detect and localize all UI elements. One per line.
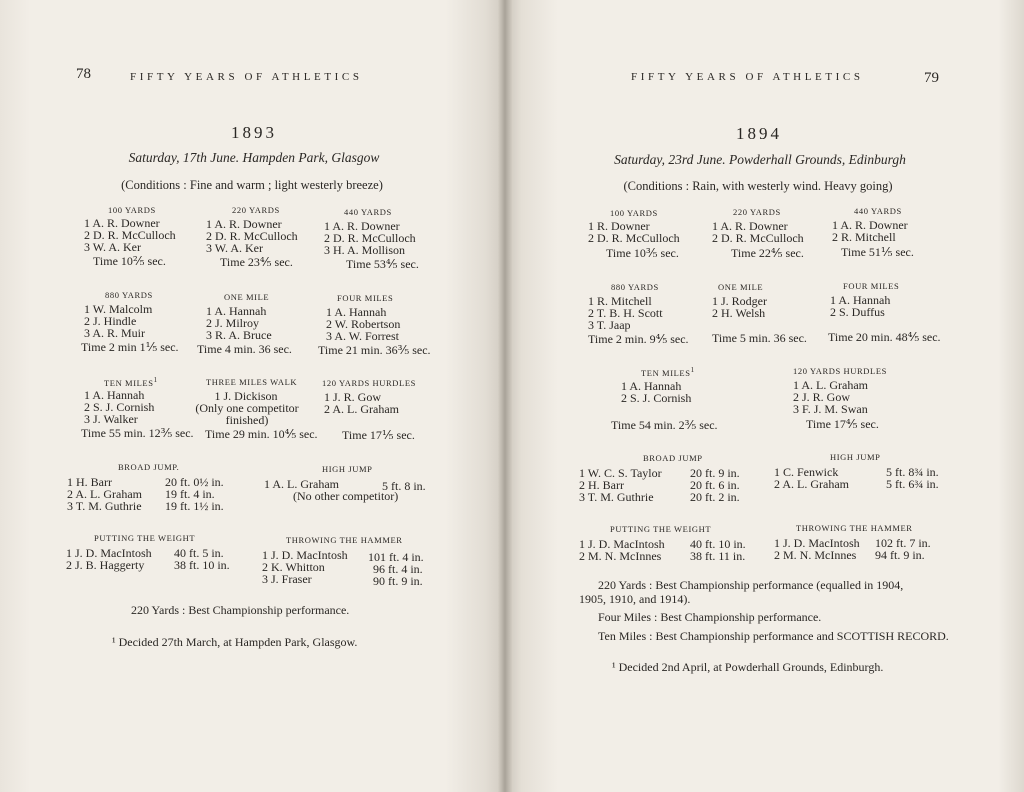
event-time: Time 17⅘ sec. [806,417,879,431]
result-line: 2 A. L. Graham [67,487,142,501]
result-line: 2 J. Hindle [84,314,137,328]
result-line: 1 R. Downer [588,219,650,233]
result-line: 2 D. R. McCulloch [206,229,298,243]
page-number: 79 [924,70,939,86]
result-line: 2 D. R. McCulloch [588,231,680,245]
result-line: 2 A. L. Graham [774,477,849,491]
result-line: 1 W. Malcolm [84,302,153,316]
event-time: Time 23⅘ sec. [220,255,293,269]
event-time: Time 5 min. 36 sec. [712,331,807,345]
result-note: (No other competitor) [293,489,399,503]
result-line: 2 H. Welsh [712,306,766,320]
result-mark: 5 ft. 8¾ in. [886,465,939,479]
event-time: Time 22⅘ sec. [731,246,804,260]
event-time: Time 17⅕ sec. [342,428,415,442]
result-line: 2 M. N. McInnes [774,548,857,562]
result-line: 1 J. D. MacIntosh [579,537,665,551]
event-time: Time 53⅘ sec. [346,257,419,271]
event-heading: HIGH JUMP [830,452,881,462]
result-mark: 94 ft. 9 in. [875,548,925,562]
event-heading: ONE MILE [718,282,764,292]
event-heading: 100 YARDS [108,205,156,215]
result-line: 3 T. M. Guthrie [67,499,142,513]
performance-note: 220 Yards : Best Championship performance. [131,603,350,617]
event-heading: PUTTING THE WEIGHT [94,533,196,543]
conditions: (Conditions : Rain, with westerly wind. Heavy going) [623,179,893,193]
footnote: ¹ Decided 27th March, at Hampden Park, Glasgow. [112,635,358,649]
event-heading: THREE MILES WALK [206,377,298,387]
event-heading: BROAD JUMP [643,453,703,463]
result-line: 1 J. D. MacIntosh [774,536,860,550]
date-venue: Saturday, 23rd June. Powderhall Grounds, Edinburgh [614,152,906,167]
event-heading: 880 YARDS [611,282,659,292]
event-heading: PUTTING THE WEIGHT [610,524,712,534]
year-heading: 1893 [231,123,277,142]
result-line: 2 K. Whitton [262,560,325,574]
result-line: 3 T. Jaap [588,318,631,332]
result-line: 1 R. Mitchell [588,294,652,308]
event-heading: BROAD JUMP. [118,462,180,472]
result-line: 1 A. Hannah [206,304,267,318]
event-time: Time 54 min. 2⅗ sec. [611,418,718,432]
result-line: 1 A. R. Downer [324,219,400,233]
event-time: Time 2 min 1⅕ sec. [81,340,179,354]
event-heading: FOUR MILES [337,293,394,303]
event-time: Time 4 min. 36 sec. [197,342,292,356]
event-heading: 880 YARDS [105,290,153,300]
performance-note: 1905, 1910, and 1914). [579,592,691,606]
result-mark: 20 ft. 9 in. [690,466,740,480]
running-head: FIFTY YEARS OF ATHLETICS [631,71,864,83]
result-mark: 90 ft. 9 in. [373,574,423,588]
event-heading: ONE MILE [224,292,270,302]
event-heading: THROWING THE HAMMER [286,535,403,545]
result-mark: 101 ft. 4 in. [368,550,424,564]
event-heading: 120 YARDS HURDLES [793,366,887,376]
result-line: 3 A. W. Forrest [326,329,400,343]
performance-note: Four Miles : Best Championship performance. [598,610,822,624]
result-line: 1 J. D. MacIntosh [66,546,152,560]
result-line: 2 J. Milroy [206,316,260,330]
result-line: 1 A. L. Graham [793,378,868,392]
event-time: Time 21 min. 36⅗ sec. [318,343,431,357]
result-line: 2 A. L. Graham [324,402,399,416]
event-time: Time 20 min. 48⅘ sec. [828,330,941,344]
result-line: 1 W. C. S. Taylor [579,466,662,480]
result-mark: 20 ft. 0½ in. [165,475,224,489]
conditions: (Conditions : Fine and warm ; light westerly breeze) [121,178,383,192]
result-line: 3 R. A. Bruce [206,328,272,342]
result-line: 1 J. Dickison [214,389,278,403]
result-line: 2 M. N. McInnes [579,549,662,563]
result-mark: 102 ft. 7 in. [875,536,931,550]
result-line: finished) [225,413,269,427]
footnote: ¹ Decided 2nd April, at Powderhall Grounds, Edinburgh. [612,660,884,674]
result-line: 1 A. Hannah [326,305,387,319]
result-line: 1 A. R. Downer [206,217,282,231]
result-mark: 38 ft. 11 in. [690,549,746,563]
result-mark: 19 ft. 4 in. [165,487,215,501]
result-mark: 5 ft. 6¾ in. [886,477,939,491]
result-line: 1 C. Fenwick [774,465,839,479]
result-line: 3 J. Walker [84,412,138,426]
result-line: 1 A. Hannah [830,293,891,307]
result-line: 1 J. R. Gow [324,390,382,404]
result-line: 2 D. R. McCulloch [712,231,804,245]
result-line: 1 J. Rodger [712,294,767,308]
event-heading: 100 YARDS [610,208,658,218]
page-number: 78 [76,66,91,82]
result-mark: 20 ft. 2 in. [690,490,740,504]
result-line: 3 T. M. Guthrie [579,490,654,504]
event-time: Time 10⅖ sec. [93,254,166,268]
event-heading: FOUR MILES [843,281,900,291]
event-heading: 120 YARDS HURDLES [322,378,416,388]
result-line: 2 R. Mitchell [832,230,896,244]
performance-note: Ten Miles : Best Championship performance and SCOTTISH RECORD. [598,629,949,643]
result-mark: 38 ft. 10 in. [174,558,230,572]
result-mark: 5 ft. 8 in. [382,479,426,493]
result-mark: 96 ft. 4 in. [373,562,423,576]
result-line: 3 F. J. M. Swan [793,402,868,416]
performance-note: 220 Yards : Best Championship performance (equalled in 1904, [598,578,904,592]
event-time: Time 51⅕ sec. [841,245,914,259]
event-time: Time 29 min. 10⅘ sec. [205,427,318,441]
result-line: 2 H. Barr [579,478,624,492]
result-line: 2 S. J. Cornish [84,400,155,414]
result-line: 3 W. A. Ker [206,241,263,255]
result-line: 3 H. A. Mollison [324,243,406,257]
result-line: 2 J. B. Haggerty [66,558,145,572]
result-line: 2 W. Robertson [326,317,401,331]
result-mark: 19 ft. 1½ in. [165,499,224,513]
result-line: 2 S. J. Cornish [621,391,692,405]
result-line: 2 D. R. McCulloch [84,228,176,242]
result-line: 2 D. R. McCulloch [324,231,416,245]
event-heading: THROWING THE HAMMER [796,523,913,533]
result-line: 3 A. R. Muir [84,326,146,340]
result-mark: 40 ft. 10 in. [690,537,746,551]
result-line: 2 S. Duffus [830,305,885,319]
event-time: Time 2 min. 9⅘ sec. [588,332,689,346]
result-line: (Only one competitor [195,401,299,415]
date-venue: Saturday, 17th June. Hampden Park, Glasgow [128,150,380,165]
result-line: 1 A. R. Downer [832,218,908,232]
result-line: 1 A. Hannah [84,388,145,402]
book-gutter [498,0,512,792]
event-heading: 440 YARDS [854,206,902,216]
event-heading: 440 YARDS [344,207,392,217]
result-line: 1 A. L. Graham [264,477,339,491]
year-heading: 1894 [736,124,782,143]
result-line: 1 A. R. Downer [712,219,788,233]
result-line: 1 H. Barr [67,475,112,489]
result-line: 2 J. R. Gow [793,390,851,404]
result-line: 1 A. Hannah [621,379,682,393]
event-heading: HIGH JUMP [322,464,373,474]
event-heading: 220 YARDS [232,205,280,215]
event-heading: 220 YARDS [733,207,781,217]
event-heading: TEN MILES$^1$ [641,366,695,378]
result-line: 1 A. R. Downer [84,216,160,230]
event-time: Time 55 min. 12⅗ sec. [81,426,194,440]
result-mark: 40 ft. 5 in. [174,546,224,560]
result-line: 2 T. B. H. Scott [588,306,663,320]
running-head: FIFTY YEARS OF ATHLETICS [130,71,363,83]
event-heading: TEN MILES$^1$ [104,376,158,388]
result-line: 3 W. A. Ker [84,240,141,254]
result-mark: 20 ft. 6 in. [690,478,740,492]
result-line: 3 J. Fraser [262,572,312,586]
event-time: Time 10⅗ sec. [606,246,679,260]
result-line: 1 J. D. MacIntosh [262,548,348,562]
